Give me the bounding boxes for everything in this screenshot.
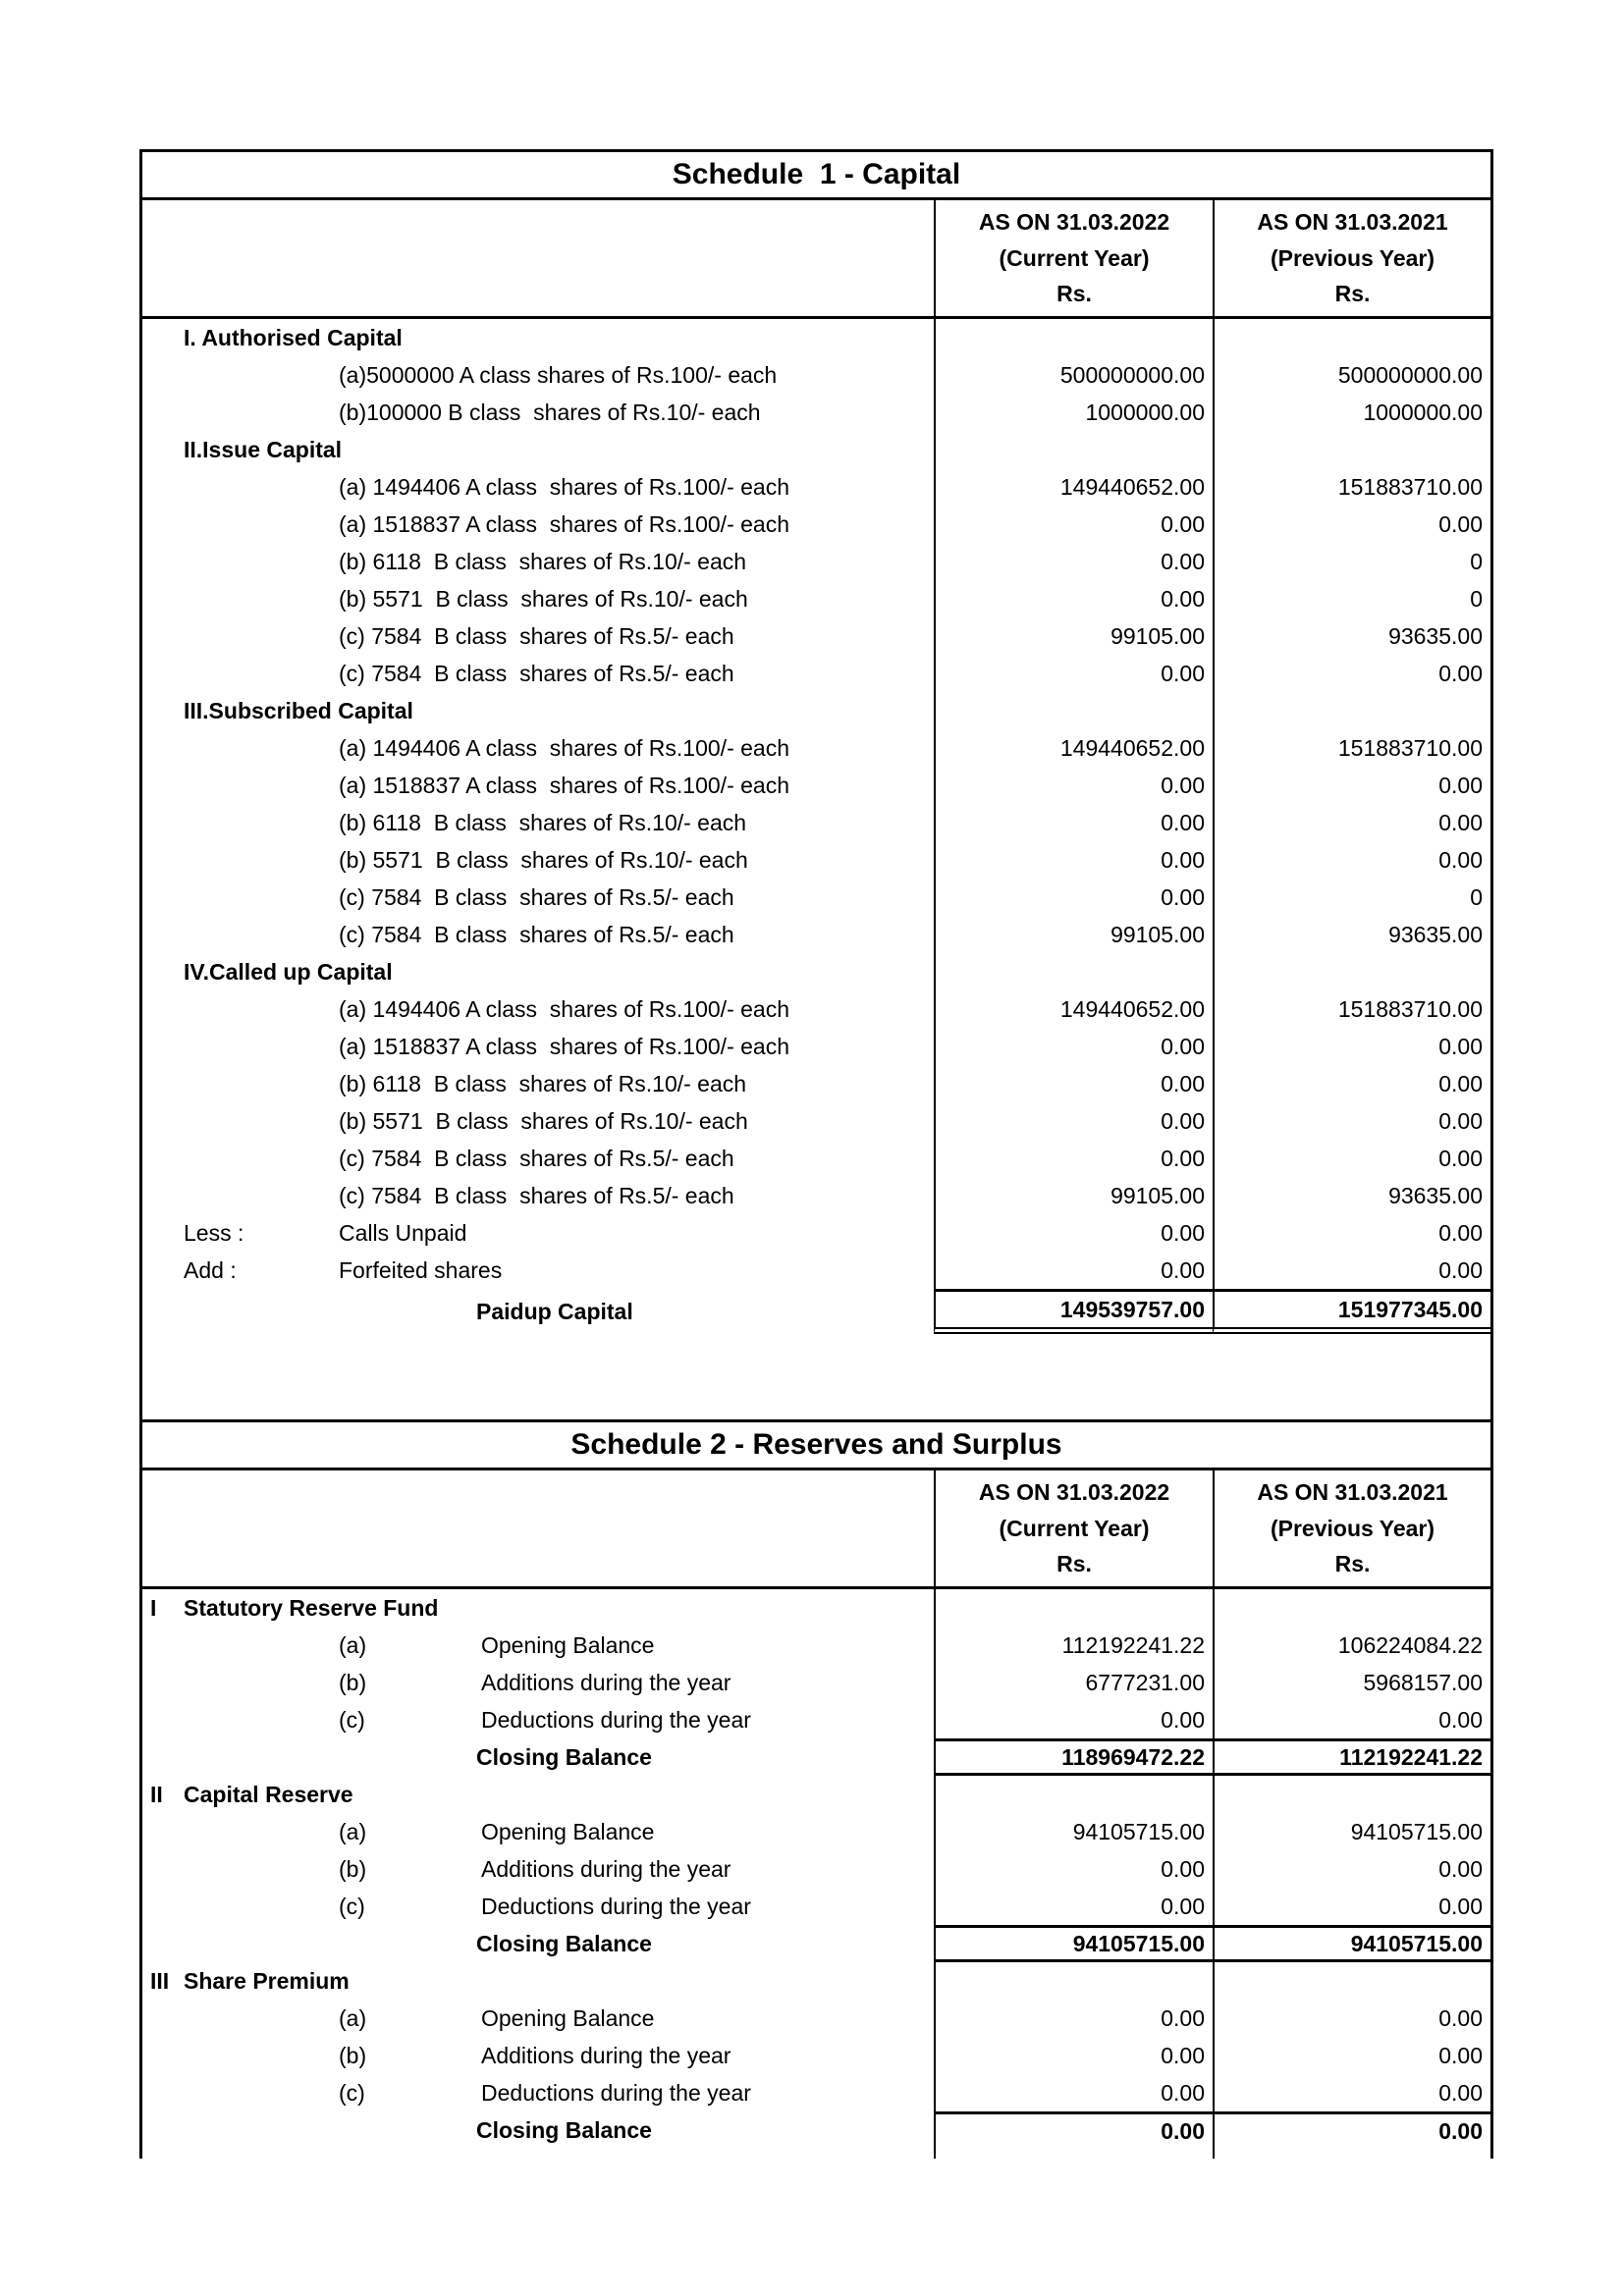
section-heading-row [142, 319, 1490, 356]
previous-year-amount: 0.00 [1213, 1701, 1490, 1738]
row-label: Additions during the year [481, 1855, 731, 1882]
previous-year-amount: 0.00 [1213, 1850, 1490, 1888]
closing-balance-row [142, 2111, 1490, 2149]
table-row [142, 1701, 1490, 1738]
row-label: (b) 6118 B class shares of Rs.10/- each [339, 809, 747, 835]
current-year-amount: 0.00 [934, 2074, 1213, 2111]
previous-year-total: 151977345.00 [1213, 1289, 1490, 1334]
previous-year-amount: 1000000.00 [1213, 394, 1490, 431]
table-row [142, 1065, 1490, 1102]
row-label: Closing Balance [476, 1930, 652, 1956]
table-row [142, 1813, 1490, 1850]
previous-year-amount: 0.00 [1213, 767, 1490, 804]
current-year-amount: 0.00 [934, 1214, 1213, 1252]
row-label: Opening Balance [481, 1818, 655, 1844]
year-type-label: (Current Year) [999, 1515, 1150, 1541]
current-year-amount: 99105.00 [934, 617, 1213, 655]
row-tag: (c) [339, 1893, 365, 1919]
row-label: Deductions during the year [481, 1706, 751, 1733]
current-year-cell [934, 692, 1213, 729]
section-heading-row [142, 1962, 1490, 2000]
row-label: (b) 6118 B class shares of Rs.10/- each [339, 1070, 747, 1096]
table-row [142, 729, 1490, 767]
current-year-total: 0.00 [934, 2111, 1213, 2149]
row-tag: (a) [339, 1818, 367, 1844]
previous-year-amount: 0.00 [1213, 1888, 1490, 1925]
table-row [142, 2000, 1490, 2037]
current-year-amount: 0.00 [934, 2037, 1213, 2074]
previous-year-amount: 5968157.00 [1213, 1664, 1490, 1701]
previous-year-amount: 151883710.00 [1213, 729, 1490, 767]
closing-balance-row [142, 1925, 1490, 1962]
row-label: Deductions during the year [481, 2079, 751, 2106]
current-year-total: 118969472.22 [934, 1738, 1213, 1776]
current-year-amount: 6777231.00 [934, 1664, 1213, 1701]
table-row [142, 580, 1490, 617]
current-year-amount: 0.00 [934, 1252, 1213, 1289]
previous-year-amount: 0.00 [1213, 1140, 1490, 1177]
row-label: (b) 5571 B class shares of Rs.10/- each [339, 846, 748, 873]
row-label: (c) 7584 B class shares of Rs.5/- each [339, 1145, 734, 1171]
table-row [142, 2037, 1490, 2074]
section-heading: IV.Called up Capital [184, 958, 393, 985]
current-year-cell [934, 319, 1213, 356]
period-label: AS ON 31.03.2022 [978, 209, 1170, 236]
current-year-cell [934, 1589, 1213, 1627]
table-row [142, 879, 1490, 916]
previous-year-amount: 0.00 [1213, 1214, 1490, 1252]
schedule-separator-gap [142, 1334, 1490, 1419]
row-prefix: Less : [184, 1219, 244, 1246]
section-heading-row [142, 431, 1490, 468]
row-label: (b) 5571 B class shares of Rs.10/- each [339, 585, 748, 612]
row-label: Deductions during the year [481, 1893, 751, 1919]
previous-year-amount: 0.00 [1213, 1028, 1490, 1065]
row-label: Paidup Capital [476, 1298, 633, 1324]
current-year-amount: 99105.00 [934, 1177, 1213, 1214]
row-prefix: Add : [184, 1256, 237, 1283]
less-calls-unpaid-row [142, 1214, 1490, 1252]
previous-year-amount: 0.00 [1213, 1102, 1490, 1140]
row-label: Opening Balance [481, 1631, 655, 1658]
previous-year-amount: 0 [1213, 543, 1490, 580]
previous-year-cell [1213, 1776, 1490, 1813]
row-tag: (b) [339, 2042, 367, 2068]
row-tag: (c) [339, 2079, 365, 2106]
period-label: AS ON 31.03.2021 [1257, 1479, 1448, 1506]
current-year-amount: 0.00 [934, 1065, 1213, 1102]
current-year-amount: 0.00 [934, 1028, 1213, 1065]
table-row [142, 1028, 1490, 1065]
previous-year-amount: 106224084.22 [1213, 1627, 1490, 1664]
current-year-amount: 99105.00 [934, 916, 1213, 953]
previous-year-amount: 0 [1213, 879, 1490, 916]
table-row [142, 1664, 1490, 1701]
table-row [142, 1177, 1490, 1214]
period-label: AS ON 31.03.2022 [978, 1479, 1170, 1506]
previous-year-total: 94105715.00 [1213, 1925, 1490, 1962]
row-label: (c) 7584 B class shares of Rs.5/- each [339, 1182, 734, 1208]
previous-year-amount: 93635.00 [1213, 617, 1490, 655]
previous-year-cell [1213, 1589, 1490, 1627]
previous-year-cell [1213, 953, 1490, 990]
row-tag: (a) [339, 2004, 367, 2031]
current-year-amount: 1000000.00 [934, 394, 1213, 431]
table-row [142, 1888, 1490, 1925]
current-year-amount: 0.00 [934, 543, 1213, 580]
row-tag: (b) [339, 1855, 367, 1882]
year-type-label: (Current Year) [999, 244, 1150, 271]
previous-year-amount: 0.00 [1213, 1252, 1490, 1289]
section-heading-row [142, 692, 1490, 729]
current-year-total: 94105715.00 [934, 1925, 1213, 1962]
current-year-amount: 0.00 [934, 1140, 1213, 1177]
previous-year-cell [1213, 319, 1490, 356]
previous-year-amount: 0 [1213, 580, 1490, 617]
previous-year-cell [1213, 431, 1490, 468]
schedule-1-title: Schedule 1 - Capital [142, 152, 1490, 200]
table-row [142, 990, 1490, 1028]
unit-label: Rs. [1334, 280, 1371, 306]
row-label: (c) 7584 B class shares of Rs.5/- each [339, 622, 734, 649]
section-heading-row [142, 1776, 1490, 1813]
schedule-1-table [142, 152, 1490, 1334]
row-label: (a) 1518837 A class shares of Rs.100/- each [339, 510, 789, 537]
previous-year-total: 112192241.22 [1213, 1738, 1490, 1776]
previous-year-amount: 500000000.00 [1213, 356, 1490, 394]
current-year-header [934, 1470, 1213, 1586]
section-heading-row [142, 953, 1490, 990]
row-label: (a) 1494406 A class shares of Rs.100/- each [339, 473, 789, 500]
current-year-amount: 0.00 [934, 580, 1213, 617]
section-numeral: II [150, 1781, 163, 1807]
current-year-amount: 0.00 [934, 1102, 1213, 1140]
section-numeral: III [150, 1967, 170, 1994]
current-year-header [934, 200, 1213, 316]
period-label: AS ON 31.03.2021 [1257, 209, 1448, 236]
section-heading: Capital Reserve [184, 1781, 353, 1807]
current-year-amount: 0.00 [934, 506, 1213, 543]
row-label: Additions during the year [481, 2042, 731, 2068]
row-tag: (c) [339, 1706, 365, 1733]
table-row [142, 2074, 1490, 2111]
current-year-amount: 94105715.00 [934, 1813, 1213, 1850]
current-year-amount: 0.00 [934, 841, 1213, 879]
row-label: Closing Balance [476, 2116, 652, 2143]
schedule-1-column-headers [142, 200, 1490, 319]
table-row [142, 468, 1490, 506]
schedule-2-table [142, 1419, 1490, 2159]
current-year-amount: 149440652.00 [934, 990, 1213, 1028]
row-tag: (b) [339, 1669, 367, 1695]
previous-year-amount: 93635.00 [1213, 1177, 1490, 1214]
row-label: Additions during the year [481, 1669, 731, 1695]
current-year-amount: 0.00 [934, 767, 1213, 804]
row-label: (b) 5571 B class shares of Rs.10/- each [339, 1107, 748, 1134]
row-label: (a) 1494406 A class shares of Rs.100/- each [339, 734, 789, 761]
schedule-2-title: Schedule 2 - Reserves and Surplus [142, 1419, 1490, 1470]
previous-year-amount: 151883710.00 [1213, 468, 1490, 506]
section-heading: Statutory Reserve Fund [184, 1594, 439, 1621]
previous-year-amount: 0.00 [1213, 506, 1490, 543]
row-label: Closing Balance [476, 1743, 652, 1770]
table-row [142, 506, 1490, 543]
current-year-amount: 0.00 [934, 1701, 1213, 1738]
table-row [142, 356, 1490, 394]
row-tag: (a) [339, 1631, 367, 1658]
section-heading: Share Premium [184, 1967, 350, 1994]
previous-year-amount: 0.00 [1213, 841, 1490, 879]
row-label: (a)5000000 A class shares of Rs.100/- each [339, 361, 778, 388]
table-row [142, 1850, 1490, 1888]
current-year-total: 149539757.00 [934, 1289, 1213, 1334]
section-heading: II.Issue Capital [184, 436, 343, 462]
previous-year-amount: 0.00 [1213, 1065, 1490, 1102]
current-year-amount: 0.00 [934, 2000, 1213, 2037]
year-type-label: (Previous Year) [1270, 244, 1435, 271]
previous-year-amount: 0.00 [1213, 2037, 1490, 2074]
row-label: (c) 7584 B class shares of Rs.5/- each [339, 921, 734, 947]
unit-label: Rs. [1056, 280, 1092, 306]
table-row [142, 1102, 1490, 1140]
previous-year-amount: 93635.00 [1213, 916, 1490, 953]
section-numeral: I [150, 1594, 157, 1621]
table-row [142, 1627, 1490, 1664]
row-label: (c) 7584 B class shares of Rs.5/- each [339, 883, 734, 910]
row-label: (a) 1494406 A class shares of Rs.100/- each [339, 995, 789, 1022]
current-year-amount: 149440652.00 [934, 468, 1213, 506]
current-year-cell [934, 953, 1213, 990]
current-year-cell [934, 431, 1213, 468]
table-row [142, 617, 1490, 655]
table-row [142, 655, 1490, 692]
previous-year-cell [1213, 1962, 1490, 2000]
row-label: (b) 6118 B class shares of Rs.10/- each [339, 548, 747, 574]
previous-year-amount: 0.00 [1213, 2074, 1490, 2111]
table-row [142, 1140, 1490, 1177]
header-spacer-cell [142, 1470, 934, 1586]
paidup-capital-row [142, 1289, 1490, 1334]
previous-year-amount: 94105715.00 [1213, 1813, 1490, 1850]
current-year-amount: 0.00 [934, 1888, 1213, 1925]
row-label: (a) 1518837 A class shares of Rs.100/- each [339, 1033, 789, 1059]
year-type-label: (Previous Year) [1270, 1515, 1435, 1541]
previous-year-amount: 151883710.00 [1213, 990, 1490, 1028]
current-year-amount: 0.00 [934, 1850, 1213, 1888]
current-year-amount: 0.00 [934, 655, 1213, 692]
unit-label: Rs. [1056, 1550, 1092, 1576]
header-spacer-cell [142, 200, 934, 316]
table-row [142, 916, 1490, 953]
previous-year-total: 0.00 [1213, 2111, 1490, 2149]
previous-year-header [1213, 200, 1490, 316]
current-year-amount: 500000000.00 [934, 356, 1213, 394]
table-cutoff-stub [142, 2149, 1490, 2159]
row-label: Calls Unpaid [339, 1219, 467, 1246]
unit-label: Rs. [1334, 1550, 1371, 1576]
section-heading-row [142, 1589, 1490, 1627]
previous-year-amount: 0.00 [1213, 655, 1490, 692]
section-heading: I. Authorised Capital [184, 324, 403, 350]
section-heading: III.Subscribed Capital [184, 697, 413, 723]
add-forfeited-shares-row [142, 1252, 1490, 1289]
row-label: Opening Balance [481, 2004, 655, 2031]
statement-frame [139, 149, 1493, 2159]
current-year-cell [934, 1962, 1213, 2000]
current-year-amount: 0.00 [934, 879, 1213, 916]
previous-year-header [1213, 1470, 1490, 1586]
previous-year-cell [1213, 692, 1490, 729]
current-year-amount: 112192241.22 [934, 1627, 1213, 1664]
previous-year-amount: 0.00 [1213, 2000, 1490, 2037]
table-row [142, 767, 1490, 804]
row-label: (b)100000 B class shares of Rs.10/- each [339, 399, 761, 425]
table-row [142, 804, 1490, 841]
schedule-2-column-headers [142, 1470, 1490, 1589]
current-year-amount: 0.00 [934, 804, 1213, 841]
table-row [142, 543, 1490, 580]
closing-balance-row [142, 1738, 1490, 1776]
table-row [142, 394, 1490, 431]
table-row [142, 841, 1490, 879]
current-year-amount: 149440652.00 [934, 729, 1213, 767]
previous-year-amount: 0.00 [1213, 804, 1490, 841]
row-label: Forfeited shares [339, 1256, 503, 1283]
row-label: (c) 7584 B class shares of Rs.5/- each [339, 660, 734, 686]
row-label: (a) 1518837 A class shares of Rs.100/- each [339, 772, 789, 798]
current-year-cell [934, 1776, 1213, 1813]
